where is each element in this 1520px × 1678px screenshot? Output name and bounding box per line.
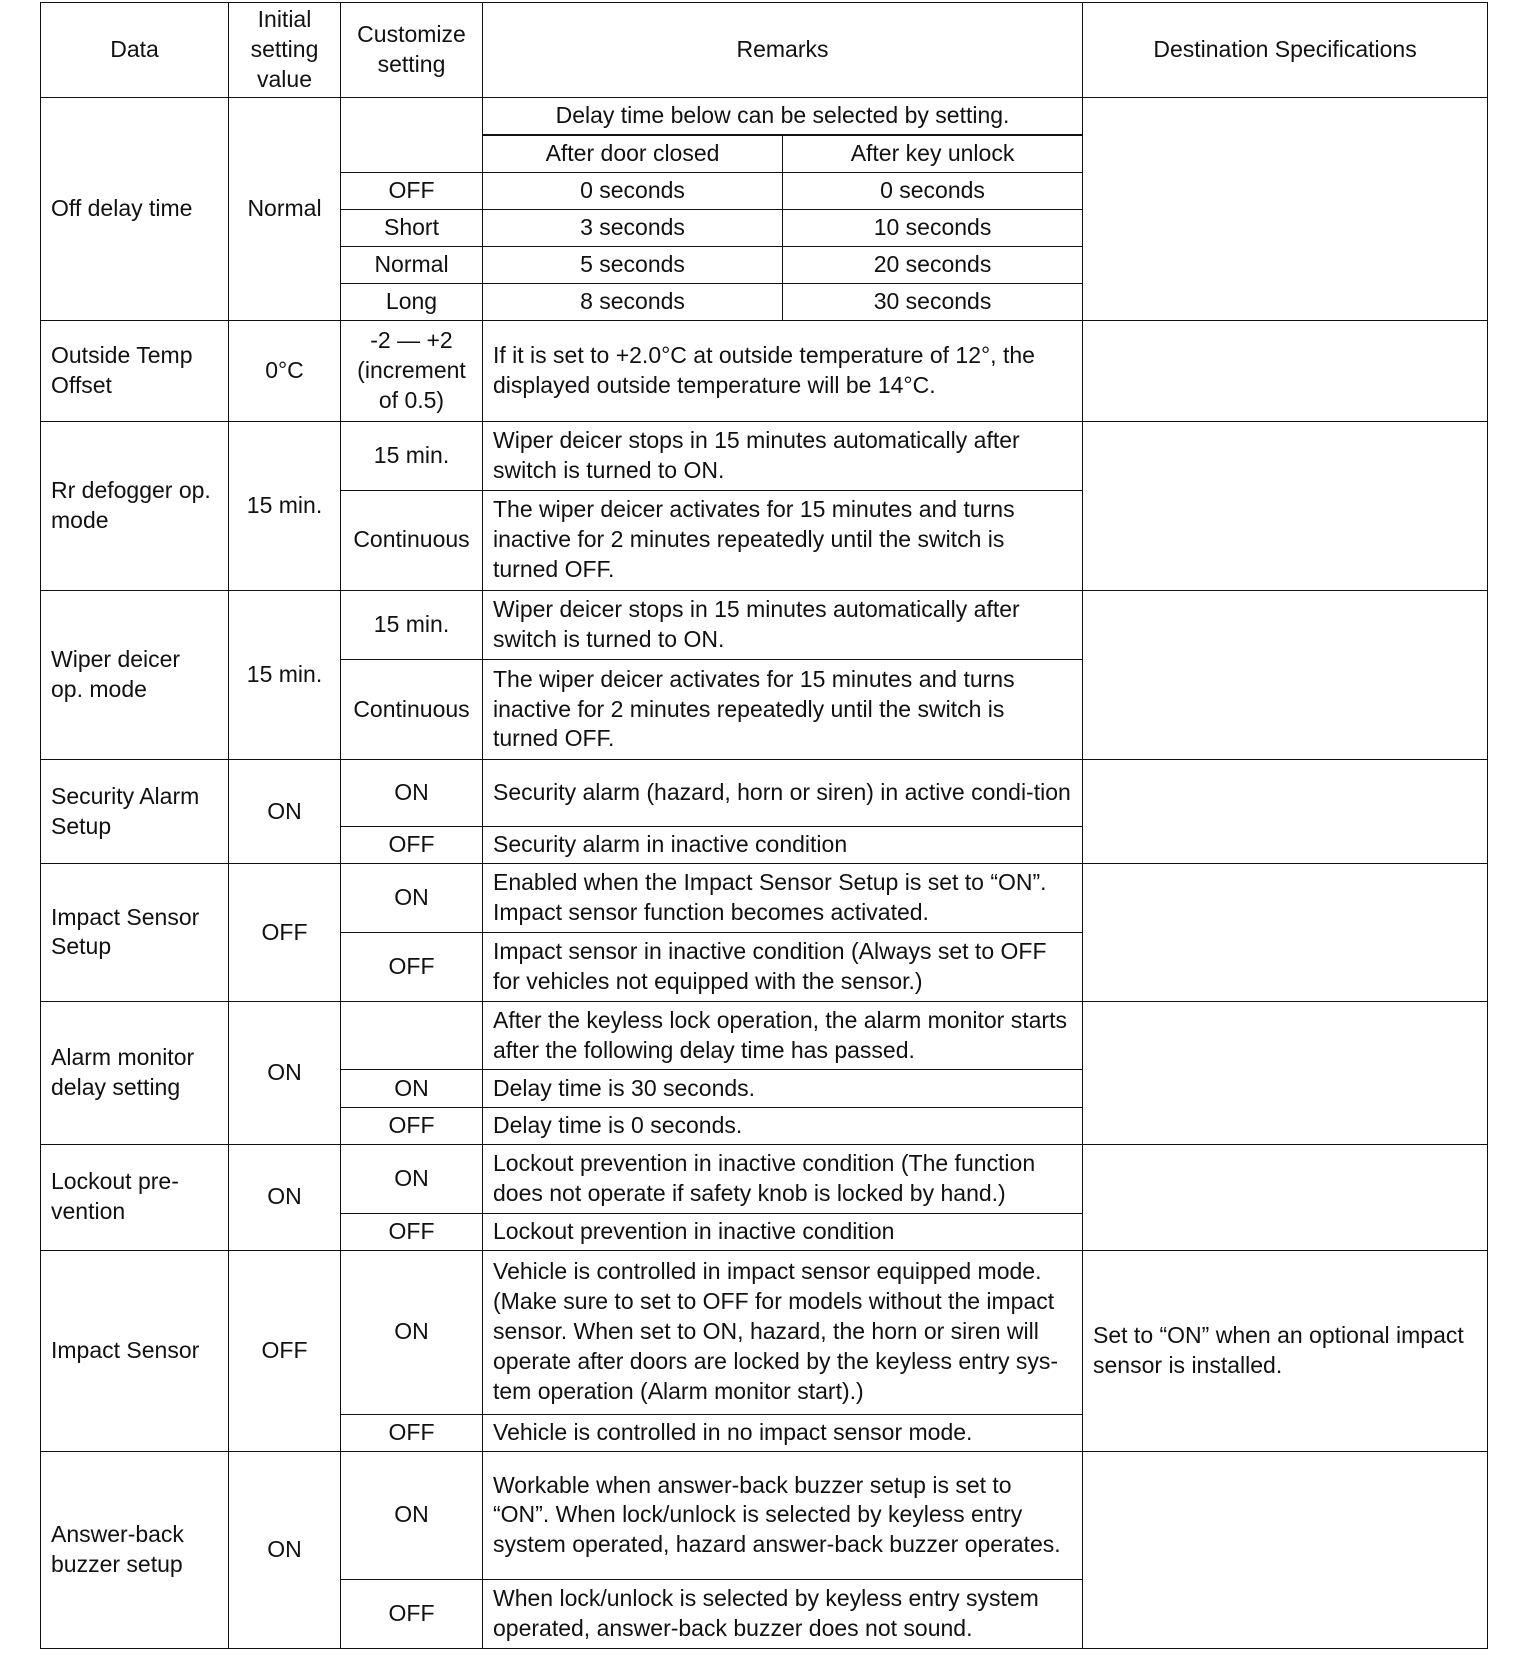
subheader-after-key-unlock: After key unlock (783, 135, 1083, 173)
header-remarks: Remarks (483, 3, 1083, 98)
remark: When lock/unlock is selected by keyless entry system operated, answer-back buzzer does not sound. (483, 1580, 1083, 1649)
header-data: Data (41, 3, 229, 98)
off-delay-intro: Delay time below can be selected by setting. (483, 97, 1083, 135)
destination-cell (1083, 97, 1488, 321)
setting-option: 15 min. (341, 591, 483, 660)
key-delay: 10 seconds (783, 209, 1083, 246)
header-initial-setting: Initial setting value (229, 3, 341, 98)
setting-option: OFF (341, 1414, 483, 1451)
row-initial-value: ON (229, 1451, 341, 1648)
remark: Lockout prevention in inactive condition (483, 1213, 1083, 1250)
setting-option (341, 1001, 483, 1070)
row-name: Off delay time (41, 97, 229, 321)
setting-option: Normal (341, 247, 483, 284)
row-initial-value: OFF (229, 864, 341, 1002)
setting-option: Short (341, 209, 483, 246)
setting-option: ON (341, 760, 483, 827)
setting-option: OFF (341, 1107, 483, 1144)
setting-option: OFF (341, 1213, 483, 1250)
row-name: Answer-back buzzer setup (41, 1451, 229, 1648)
setting-blank (341, 97, 483, 172)
customize-settings-table (40, 2, 1488, 1649)
remark: The wiper deicer activates for 15 minutes and turns inactive for 2 minutes repeatedly until the switch is turned OFF. (483, 659, 1083, 759)
setting-option: OFF (341, 172, 483, 209)
destination-cell (1083, 1451, 1488, 1648)
row-name: Security Alarm Setup (41, 760, 229, 864)
destination-note: Set to “ON” when an optional impact sensor is installed. (1083, 1250, 1488, 1451)
door-delay: 5 seconds (483, 247, 783, 284)
setting-option: ON (341, 1144, 483, 1213)
row-name: Alarm monitor delay setting (41, 1001, 229, 1144)
row-name: Outside Temp Offset (41, 321, 229, 421)
row-name: Rr defogger op. mode (41, 421, 229, 590)
row-initial-value: ON (229, 1144, 341, 1250)
subheader-after-door-closed: After door closed (483, 135, 783, 173)
setting-option: OFF (341, 827, 483, 864)
destination-cell (1083, 1144, 1488, 1250)
row-name: Wiper deicer op. mode (41, 591, 229, 760)
row-initial-value: ON (229, 1001, 341, 1144)
door-delay: 3 seconds (483, 209, 783, 246)
row-name: Impact Sensor Setup (41, 864, 229, 1002)
remark: Lockout prevention in inactive condition (The function does not operate if safety knob is locked by hand.) (483, 1144, 1083, 1213)
row-initial-value: 15 min. (229, 591, 341, 760)
remark: Enabled when the Impact Sensor Setup is set to “ON”. Impact sensor function becomes activated. (483, 864, 1083, 933)
row-name: Lockout pre-vention (41, 1144, 229, 1250)
setting-option: ON (341, 1070, 483, 1107)
key-delay: 30 seconds (783, 284, 1083, 321)
setting-option: ON (341, 1451, 483, 1579)
remark: Impact sensor in inactive condition (Always set to OFF for vehicles not equipped with the sensor.) (483, 932, 1083, 1001)
header-destination: Destination Specifications (1083, 3, 1488, 98)
destination-cell (1083, 760, 1488, 864)
remark: Wiper deicer stops in 15 minutes automatically after switch is turned to ON. (483, 421, 1083, 490)
row-initial-value: 0°C (229, 321, 341, 421)
key-delay: 20 seconds (783, 247, 1083, 284)
remark: Security alarm in inactive condition (483, 827, 1083, 864)
row-initial-value: ON (229, 760, 341, 864)
remark: After the keyless lock operation, the alarm monitor starts after the following delay time has passed. (483, 1001, 1083, 1070)
destination-cell (1083, 321, 1488, 421)
remark: Delay time is 30 seconds. (483, 1070, 1083, 1107)
door-delay: 0 seconds (483, 172, 783, 209)
destination-cell (1083, 1001, 1488, 1144)
remark: Wiper deicer stops in 15 minutes automatically after switch is turned to ON. (483, 591, 1083, 660)
destination-cell (1083, 421, 1488, 590)
setting-option: 15 min. (341, 421, 483, 490)
setting-option: ON (341, 864, 483, 933)
setting-option: Continuous (341, 490, 483, 590)
door-delay: 8 seconds (483, 284, 783, 321)
setting-option: Continuous (341, 659, 483, 759)
remark: Security alarm (hazard, horn or siren) in active condi-tion (483, 760, 1083, 827)
remark: Workable when answer-back buzzer setup is set to “ON”. When lock/unlock is selected by keyless entry system operated, hazard answer-back buzzer operates. (483, 1451, 1083, 1579)
setting-option: OFF (341, 932, 483, 1001)
remark: Vehicle is controlled in no impact sensor mode. (483, 1414, 1083, 1451)
header-customize-setting: Customize setting (341, 3, 483, 98)
row-initial-value: OFF (229, 1250, 341, 1451)
remark: If it is set to +2.0°C at outside temperature of 12°, the displayed outside temperature will be 14°C. (483, 321, 1083, 421)
row-name: Impact Sensor (41, 1250, 229, 1451)
row-initial-value: Normal (229, 97, 341, 321)
remark: Delay time is 0 seconds. (483, 1107, 1083, 1144)
setting-option: ON (341, 1250, 483, 1414)
remark: The wiper deicer activates for 15 minutes and turns inactive for 2 minutes repeatedly until the switch is turned OFF. (483, 490, 1083, 590)
remark: Vehicle is controlled in impact sensor equipped mode. (Make sure to set to OFF for models without the impact sensor. When set to ON, hazard, the horn or siren will operate after doors are locked by the keyless entry sys-tem operation (Alarm monitor start).) (483, 1250, 1083, 1414)
destination-cell (1083, 591, 1488, 760)
setting-option: OFF (341, 1580, 483, 1649)
destination-cell (1083, 864, 1488, 1002)
setting-option: Long (341, 284, 483, 321)
setting-option: -2 — +2 (increment of 0.5) (341, 321, 483, 421)
row-initial-value: 15 min. (229, 421, 341, 590)
key-delay: 0 seconds (783, 172, 1083, 209)
